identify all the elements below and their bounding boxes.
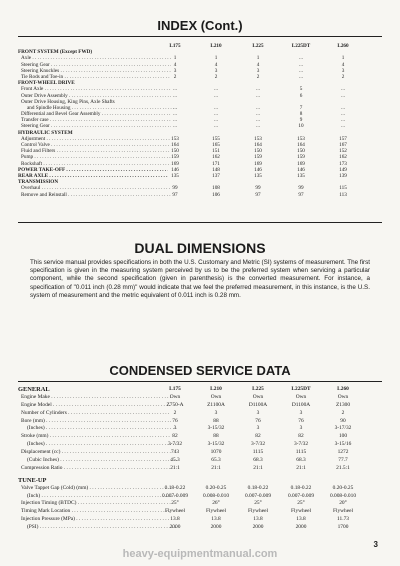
row-value: 1070 [210, 449, 222, 456]
condensed-row [18, 457, 380, 465]
row-label: Outer Drive Assembly . . . [18, 93, 171, 99]
general-section-label: GENERAL [18, 386, 50, 393]
row-value: ... [214, 111, 218, 118]
row-label: Control Valve . . . [18, 142, 171, 148]
row-label: Transfer case . . . [18, 117, 171, 123]
condensed-col-header: L225DT [291, 386, 311, 392]
row-value: ... [214, 86, 218, 93]
row-value: ... [299, 55, 303, 62]
row-label: Steering Gear . . . [18, 62, 171, 68]
row-value: 3 [299, 425, 303, 432]
condensed-row [18, 441, 380, 449]
row-value: 13.8 [296, 516, 306, 523]
condensed-col-header: L210 [210, 386, 222, 392]
row-value: 88 [213, 417, 219, 424]
row-value: 173 [339, 160, 347, 167]
row-value: Z1100A [207, 401, 225, 408]
row-value: 0.18-0.22 [247, 484, 269, 491]
row-value: 3-7/32 [293, 441, 309, 448]
row-value: D1100A [291, 401, 311, 408]
row-value: 152 [339, 148, 347, 155]
condensed-row [18, 524, 380, 532]
tuneup-section-row [18, 477, 380, 485]
row-value: 82 [255, 433, 261, 440]
row-value: 148 [212, 166, 220, 173]
row-value: 20° [339, 500, 347, 507]
row-value: 113 [339, 191, 347, 198]
row-value: D1100A [248, 401, 268, 408]
row-value: 146 [297, 166, 305, 173]
row-value: 115 [339, 185, 347, 192]
row-value: 97 [255, 191, 261, 198]
row-label: Fluid and Filters . . . [18, 148, 171, 154]
row-value: 88 [213, 433, 219, 440]
row-value: Flywheel [205, 508, 227, 515]
row-label: Axle . . . [18, 55, 171, 61]
row-label: (PSI) . . . [18, 524, 177, 532]
condensed-title-rule [18, 381, 382, 382]
row-value: 3-15/32 [207, 425, 225, 432]
row-value: 25° [171, 500, 179, 507]
row-value: Flywheel [290, 508, 312, 515]
row-label: Adjustment . . . [18, 136, 171, 142]
row-value: ... [214, 117, 218, 124]
condensed-table [18, 386, 380, 532]
row-value: 1 [256, 55, 260, 62]
row-value: 3-7/32 [250, 441, 266, 448]
row-value: 7 [299, 104, 303, 111]
row-value: 0.008-0.010 [202, 492, 230, 499]
condensed-row [18, 425, 380, 433]
row-value: 164 [254, 142, 262, 148]
row-value: 21:1 [211, 464, 221, 471]
row-value: 159 [254, 154, 262, 161]
row-value: 65.3 [211, 457, 221, 464]
tuneup-section-label: TUNE-UP [18, 476, 47, 484]
row-value: 150 [171, 148, 179, 155]
index-table [18, 43, 380, 198]
row-label: FRONT-WHEEL DRIVE [18, 80, 75, 87]
row-value: 108 [212, 185, 220, 192]
row-value: 5 [299, 86, 303, 93]
row-value: 0.20-0.25 [332, 484, 354, 491]
row-value: ... [341, 92, 345, 99]
dual-dimensions-text: This service manual provides specifications in both the U.S. Customary and Metric (SI) systems of measurement. The first specification is given in the measuring system perceived by us to be the preferred system when servicing a particular component, while the second specification (given in parenthesis) is the converted measurement. For instance, a specification of "0.011 inch (0.28 mm)" would indicate that we feel the preferred measurement, in this instance, is the U.S. system of measurement and the metric equivalent of 0.011 inch is 0.28 mm. [30, 259, 370, 299]
row-label: Bore (mm) . . . [18, 418, 171, 426]
row-value: ... [173, 117, 177, 124]
condensed-row [18, 433, 380, 441]
row-value: Own [252, 393, 264, 400]
row-value: 11.73 [337, 516, 349, 523]
row-label: Remove and Reinstall . . . [18, 192, 171, 198]
row-value: 76 [255, 417, 261, 424]
row-value: 8 [299, 111, 303, 118]
row-value: 4 [256, 61, 260, 68]
row-value: ... [299, 61, 303, 68]
row-value: 171 [212, 160, 220, 167]
row-value: 146 [254, 166, 262, 173]
row-label: Steering Knuckles . . . [18, 68, 171, 74]
row-value: 3 [173, 425, 177, 432]
row-value: ... [256, 86, 260, 93]
row-value: 3-7/32 [167, 441, 183, 448]
row-value: 3-17/32 [334, 425, 352, 432]
row-value: 25° [254, 500, 262, 507]
index-col-header: L225 [252, 43, 264, 49]
row-label: Rockshaft . . . [18, 161, 171, 167]
row-value: 167 [339, 142, 347, 148]
condensed-row [18, 410, 380, 418]
row-label: Timing Mark Location . . . [18, 508, 171, 516]
row-value: 2000 [295, 524, 307, 531]
row-value: 155 [212, 135, 220, 142]
row-value: 2 [256, 73, 260, 80]
row-value: ... [214, 123, 218, 130]
row-value: 157 [339, 135, 347, 142]
row-value: 153 [297, 135, 305, 142]
row-value: 162 [212, 154, 220, 161]
row-value: 1272 [337, 449, 349, 456]
row-value: ... [341, 123, 345, 130]
row-value: ... [341, 117, 345, 124]
row-label: Differential and Bevel Gear Assembly . . . [18, 111, 171, 117]
row-value: 3-15/16 [334, 441, 352, 448]
row-label: (Inches) . . . [18, 425, 177, 433]
row-value: ... [173, 104, 177, 111]
row-label: Displacement (cc) . . . [18, 449, 171, 457]
condensed-row [18, 485, 380, 493]
row-value: Own [295, 393, 307, 400]
index-bottom-rule [18, 222, 382, 223]
row-value: 0.18-0.22 [164, 484, 186, 491]
condensed-row [18, 500, 380, 508]
condensed-row [18, 465, 380, 473]
index-col-header: L210 [210, 43, 222, 49]
condensed-col-header: L175 [169, 386, 181, 392]
row-value: 90 [340, 417, 346, 424]
row-value: ... [214, 104, 218, 111]
row-value: 135 [297, 172, 305, 179]
row-value: 97 [298, 191, 304, 198]
row-value: ... [299, 73, 303, 80]
row-value: 99 [298, 185, 304, 192]
row-value: 139 [339, 172, 347, 179]
row-value: 1 [214, 55, 218, 62]
row-value: 3 [173, 67, 177, 74]
row-value: 149 [339, 166, 347, 173]
row-value: Own [210, 393, 222, 400]
row-value: 3 [214, 409, 218, 416]
row-value: 137 [212, 172, 220, 179]
row-label: Pump . . . [18, 154, 171, 160]
row-value: 169 [171, 160, 179, 167]
row-label: Compression Ratio . . . [18, 465, 171, 473]
row-label: POWER TAKE-OFF . . . [18, 167, 168, 173]
row-value: 3 [341, 67, 345, 74]
row-value: 1 [341, 55, 345, 62]
row-value: 4 [173, 61, 177, 68]
row-value: ... [173, 123, 177, 130]
row-value: ... [256, 123, 260, 130]
row-value: 4 [341, 61, 345, 68]
row-value: 106 [212, 191, 220, 198]
row-value: 13.8 [253, 516, 263, 523]
row-value: 0.007-0.009 [287, 492, 315, 499]
row-label: Injection Timing (BTDC) . . . [18, 500, 171, 508]
row-value: 169 [297, 160, 305, 167]
row-label: Steering Gear . . . [18, 123, 171, 129]
row-value: 135 [254, 172, 262, 179]
row-value: 4 [214, 61, 218, 68]
row-value: 743 [170, 449, 180, 456]
row-value: ... [173, 111, 177, 118]
row-value: 99 [172, 185, 178, 192]
row-value: 2000 [169, 524, 181, 531]
row-value: ... [341, 86, 345, 93]
index-row [18, 192, 380, 198]
row-value: 135 [171, 172, 179, 179]
row-value: 3-15/32 [207, 441, 225, 448]
row-value: ... [299, 67, 303, 74]
row-label: Stroke (mm) . . . [18, 433, 171, 441]
row-value: 2 [341, 73, 345, 80]
row-value: 45.3 [170, 457, 180, 464]
condensed-header-row [18, 386, 380, 394]
row-value: 99 [255, 185, 261, 192]
row-value: ... [341, 111, 345, 118]
row-value: ... [256, 117, 260, 124]
row-value: 0.008-0.010 [329, 492, 357, 499]
row-value: ... [341, 104, 345, 111]
row-label: (Inch) . . . [18, 493, 177, 501]
row-value: 2000 [252, 524, 264, 531]
row-label: Engine Model . . . [18, 402, 171, 410]
row-value: 76 [298, 417, 304, 424]
condensed-row [18, 516, 380, 524]
condensed-col-header: L225 [252, 386, 264, 392]
row-value: 82 [172, 433, 178, 440]
row-value: 10 [298, 123, 304, 130]
row-label: (Cubic Inches) . . . [18, 457, 177, 465]
watermark-footer: heavy-equipmentmanual.com [122, 548, 278, 560]
row-value: 25° [297, 500, 305, 507]
row-label: Number of Cylinders . . . [18, 410, 171, 418]
row-value: 150 [254, 148, 262, 155]
row-value: 1 [173, 55, 177, 62]
row-label: REAR AXLE . . . [18, 173, 168, 179]
row-value: 2 [341, 409, 345, 416]
row-value: ... [256, 104, 260, 111]
row-value: 159 [171, 154, 179, 161]
row-label: TRANSMISSION [18, 179, 59, 186]
row-value: 2 [214, 73, 218, 80]
row-value: 9 [299, 117, 303, 124]
row-value: 82 [298, 433, 304, 440]
row-value: 0.20-0.25 [205, 484, 227, 491]
row-value: 153 [171, 135, 179, 142]
row-label: Front Axle . . . [18, 86, 171, 92]
row-value: 165 [212, 142, 220, 148]
condensed-col-header: L260 [337, 386, 349, 392]
row-label: Overhaul . . . [18, 185, 171, 191]
index-title-rule [18, 36, 382, 37]
index-col-header: L225DT [291, 43, 311, 49]
index-col-header: L260 [337, 43, 349, 49]
dual-dimensions-title: DUAL DIMENSIONS [134, 240, 266, 256]
row-value: 2000 [210, 524, 222, 531]
row-value: 26° [212, 500, 220, 507]
row-value: ... [256, 92, 260, 99]
row-value: ... [173, 86, 177, 93]
row-value: Z1300 [335, 401, 351, 408]
row-value: 76 [172, 417, 178, 424]
row-value: 169 [254, 160, 262, 167]
row-value: 0.007-0.009 [161, 492, 189, 499]
row-value: 1115 [252, 449, 264, 456]
row-value: 13.8 [170, 516, 180, 523]
row-value: Own [169, 393, 181, 400]
row-value: 3 [256, 425, 260, 432]
row-value: Z750-A [166, 401, 184, 408]
row-value: Own [337, 393, 349, 400]
row-value: 0.18-0.22 [290, 484, 312, 491]
condensed-row [18, 508, 380, 516]
row-label: and Spindle Housing . . . [18, 105, 177, 111]
row-value: 97 [172, 191, 178, 198]
index-col-header: L175 [169, 43, 181, 49]
row-value: 159 [297, 154, 305, 161]
condensed-row [18, 402, 380, 410]
row-value: 68.3 [253, 457, 263, 464]
row-value: 21:1 [296, 464, 306, 471]
row-value: 13.8 [211, 516, 221, 523]
row-value: 0.007-0.009 [244, 492, 272, 499]
row-value: 146 [171, 166, 179, 173]
row-label: Engine Make . . . [18, 394, 171, 402]
row-value: Flywheel [332, 508, 354, 515]
condensed-row [18, 449, 380, 457]
row-value: 100 [338, 433, 348, 440]
row-value: ... [173, 92, 177, 99]
row-value: 21:1 [170, 464, 180, 471]
row-value: 77.7 [338, 457, 348, 464]
row-value: 2 [173, 73, 177, 80]
row-label: HYDRAULIC SYSTEM [18, 129, 73, 136]
condensed-row [18, 493, 380, 501]
row-label: Outer Drive Housing, King Pins, Axle Shafts [21, 98, 115, 105]
row-value: 3 [299, 409, 303, 416]
row-value: 153 [254, 135, 262, 142]
row-label: Injection Pressure (MPa) . . . [18, 516, 171, 524]
row-label: FRONT SYSTEM (Except FWD) [18, 49, 93, 56]
page-number: 3 [373, 540, 378, 549]
row-label: (Inches) . . . [18, 441, 177, 449]
condensed-title: CONDENSED SERVICE DATA [109, 363, 291, 378]
row-value: 3 [256, 409, 260, 416]
row-value: Flywheel [247, 508, 269, 515]
row-value: 3 [214, 67, 218, 74]
row-value: 21:1 [253, 464, 263, 471]
condensed-row [18, 418, 380, 426]
row-value: 150 [297, 148, 305, 155]
row-value: Flywheel [164, 508, 186, 515]
row-value: ... [256, 111, 260, 118]
condensed-row [18, 394, 380, 402]
row-label: Valve Tappet Gap (Cold) (mm) . . . [18, 485, 171, 493]
row-value: 6 [299, 92, 303, 99]
row-value: ... [214, 92, 218, 99]
row-value: 164 [297, 142, 305, 148]
row-label: Tie Rods and Toe-in . . . [18, 74, 171, 80]
row-value: 1115 [295, 449, 307, 456]
row-value: 151 [212, 148, 220, 155]
row-value: 21.5:1 [336, 464, 350, 471]
row-value: 162 [339, 154, 347, 161]
row-value: 1700 [337, 524, 349, 531]
row-value: 2 [173, 409, 177, 416]
row-value: 68.3 [296, 457, 306, 464]
index-title: INDEX (Cont.) [157, 18, 243, 33]
row-value: 164 [171, 142, 179, 148]
row-value: 3 [256, 67, 260, 74]
